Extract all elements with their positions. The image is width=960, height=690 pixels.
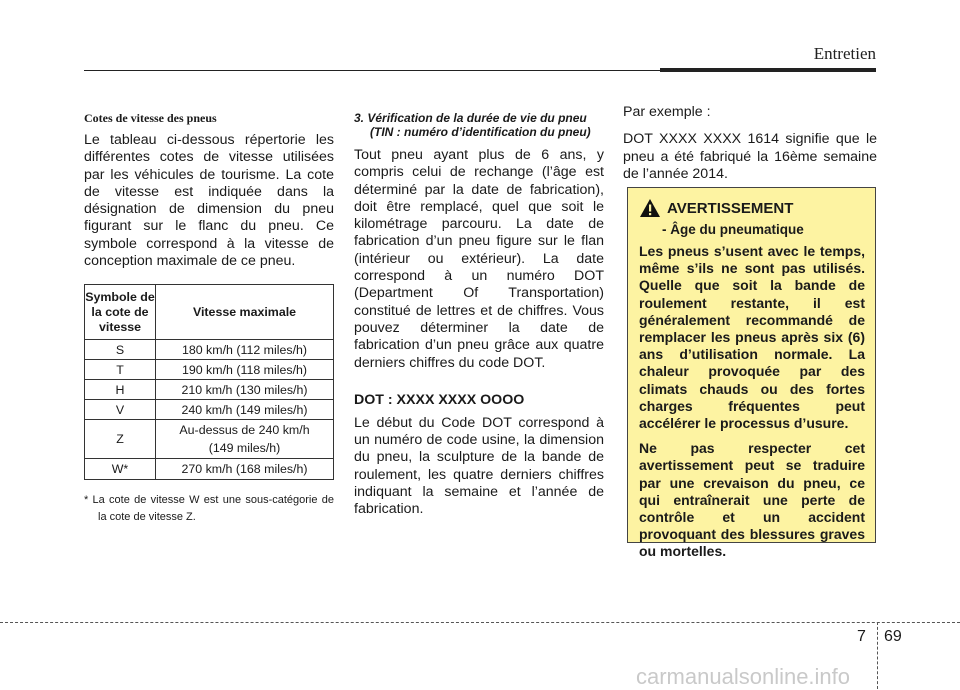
speed-cell: 240 km/h (149 miles/h) xyxy=(156,400,334,420)
speed-cell: 270 km/h (168 miles/h) xyxy=(156,459,334,480)
table-row xyxy=(85,400,334,420)
header-symbol: Symbole de la cote de vitesse xyxy=(85,285,156,340)
table-row xyxy=(85,380,334,400)
symbol-cell: Z xyxy=(85,420,156,459)
speed-cell: 180 km/h (112 miles/h) xyxy=(156,340,334,360)
speed-line2: (149 miles/h) xyxy=(208,441,281,456)
column-middle xyxy=(354,111,604,519)
speed-cell: 190 km/h (118 miles/h) xyxy=(156,360,334,380)
symbol-cell: W* xyxy=(85,459,156,480)
speed-line1: Au-dessus de 240 km/h xyxy=(179,423,310,438)
warning-paragraph-2: Ne pas respecter cet avertissement peut se traduire par une crevaison du pneu, ce qui entraînerait une perte de contrôle et un accident provoquant des blessures graves ou mortelles. xyxy=(639,440,865,560)
table-row xyxy=(85,420,334,459)
subsection-title: 3. Vérification de la durée de vie du pneu (TIN : numéro d’identification du pneu) xyxy=(354,111,591,139)
speed-cell: 210 km/h (130 miles/h) xyxy=(156,380,334,400)
example-text: DOT XXXX XXXX 1614 signifie que le pneu a été fabriqué la 16ème semaine de l’année 2014. xyxy=(623,131,877,182)
table-footnote: * La cote de vitesse W est une sous-catégorie de la cote de vitesse Z. xyxy=(84,494,334,524)
symbol-cell: H xyxy=(85,380,156,400)
tin-paragraph: Tout pneu ayant plus de 6 ans, y compris celui de rechange (l’âge est déterminé par la date de fabrication), doit être remplacé, quel que soit le kilométrage parcouru. La date de fabrication d’un pneu figure sur le flan (intérieur ou extérieur). La date correspond à un numéro DOT (Department Of Transportation) constitué de lettres et de chiffres. Vous pouvez déterminer la date de fabrication d’un pneu grâce aux quatre derniers chiffres du code DOT. xyxy=(354,147,604,371)
warning-box xyxy=(627,187,876,560)
dot-paragraph: Le début du Code DOT correspond à un numéro de code usine, la dimension du pneu, la sculpture de la bande de roulement, les quatre derniers chiffres indiquant la semaine et l’année de fabrication. xyxy=(354,414,604,518)
intro-paragraph: Le tableau ci-dessous répertorie les différentes cotes de vitesse utilisées par les véhicules de tourisme. La cote de vitesse est indiquée dans la désignation de dimension du pneu figurant sur le flanc du pneu. Ce symbole correspond à la vitesse de conception maximale de ce pneu. xyxy=(84,132,334,270)
table-row xyxy=(85,360,334,380)
symbol-cell: T xyxy=(85,360,156,380)
chapter-number: 7 xyxy=(857,628,866,645)
symbol-cell: S xyxy=(85,340,156,360)
table-row xyxy=(85,340,334,360)
dot-code-title: DOT : XXXX XXXX OOOO xyxy=(354,391,525,408)
warning-paragraph-1: Les pneus s’usent avec le temps, même s’ils ne sont pas utilisés. Quelle que soit la bande de roulement restante, il est généralement recommandé de remplacer les pneus après six (6) ans d’utilisation normale. La chaleur provoquée par des climats chauds ou des fortes charges fréquentes peut accélérer le processus d’usure. xyxy=(639,243,865,432)
footer-divider xyxy=(877,622,878,689)
symbol-cell: V xyxy=(85,400,156,420)
header-speed: Vitesse maximale xyxy=(156,285,334,340)
warning-header xyxy=(639,198,865,218)
speed-cell xyxy=(156,420,334,459)
table-header-row xyxy=(85,285,334,340)
warning-subtitle: - Âge du pneumatique xyxy=(662,222,804,237)
footer-rule xyxy=(0,622,960,623)
speed-rating-table xyxy=(84,284,334,480)
section-title: Cotes de vitesse des pneus xyxy=(84,111,217,125)
page-number: 69 xyxy=(884,628,902,645)
warning-title: AVERTISSEMENT xyxy=(667,199,794,217)
header-rule-accent xyxy=(660,68,876,72)
column-left xyxy=(84,111,334,526)
column-right xyxy=(623,104,877,183)
header-title: Entretien xyxy=(813,44,876,63)
table-row xyxy=(85,459,334,480)
warning-triangle-icon xyxy=(639,198,661,218)
example-label: Par exemple : xyxy=(623,104,711,120)
watermark: carmanualsonline.info xyxy=(636,664,851,689)
